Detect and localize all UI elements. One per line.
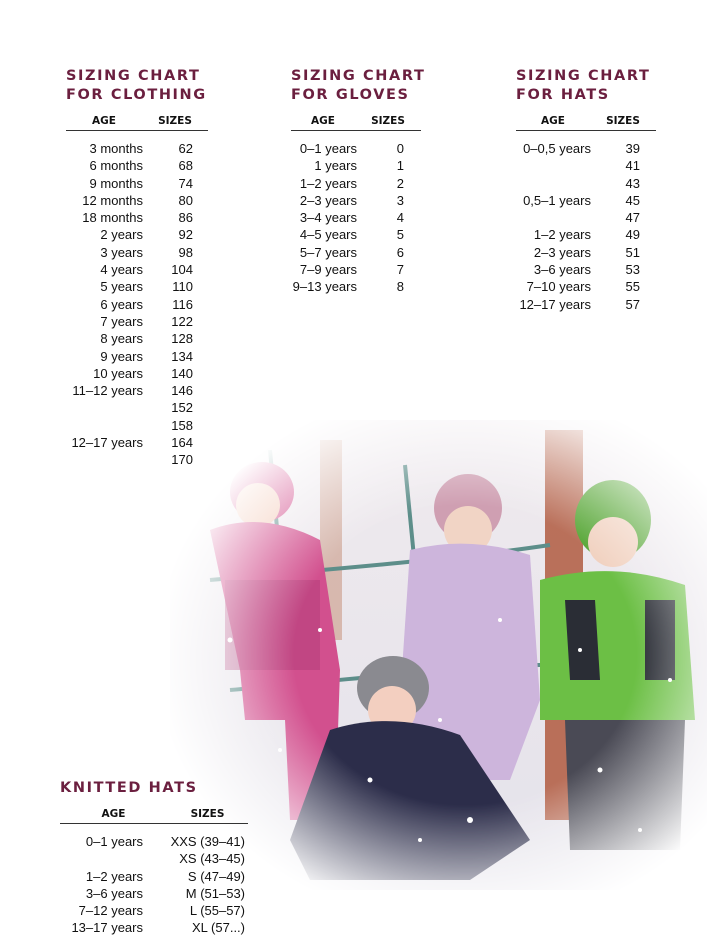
gloves-row-size: 1 <box>396 158 404 174</box>
clothing-row-size: 104 <box>171 262 193 278</box>
hats-row-age <box>516 209 591 226</box>
hats-col-age: AGE <box>541 115 565 127</box>
clothing-row <box>66 261 208 278</box>
gloves-col-sizes: SIZES <box>371 115 405 127</box>
clothing-row-size: 152 <box>171 400 193 416</box>
clothing-title-line1: SIZING CHART <box>66 68 201 84</box>
clothing-row-size: 80 <box>178 192 193 208</box>
gloves-row-size: 7 <box>396 262 404 278</box>
knitted-row-size: XL (57...) <box>192 920 245 936</box>
gloves-row-size: 8 <box>396 279 404 295</box>
clothing-row <box>66 296 208 313</box>
hats-row-age: 1–2 years <box>533 227 591 243</box>
knitted-col-sizes: SIZES <box>190 808 225 820</box>
clothing-title <box>66 67 208 105</box>
hats-row <box>516 157 656 174</box>
clothing-row <box>66 382 208 399</box>
clothing-row-age: 6 years <box>100 296 143 312</box>
knitted-row <box>60 868 248 885</box>
clothing-row-size: 74 <box>178 175 193 191</box>
clothing-row-age: 18 months <box>82 210 143 226</box>
knitted-header-row <box>60 808 248 824</box>
hats-row-age <box>516 157 591 174</box>
hats-row-size: 51 <box>625 244 640 260</box>
gloves-row-size: 5 <box>396 227 404 243</box>
clothing-title-line2: FOR CLOTHING <box>66 87 207 103</box>
knitted-row <box>60 919 248 936</box>
knitted-row <box>60 850 248 867</box>
sizing-chart-knitted-hats <box>60 779 248 937</box>
clothing-row-age <box>66 417 143 434</box>
clothing-row-age: 3 years <box>100 244 143 260</box>
gloves-row-age: 1–2 years <box>299 175 357 191</box>
hats-row-age: 2–3 years <box>533 244 591 260</box>
knitted-row-size: L (55–57) <box>189 903 245 919</box>
knitted-col-age: AGE <box>101 808 126 820</box>
knitted-row-size: S (47–49) <box>187 868 245 884</box>
clothing-row-age: 5 years <box>100 279 143 295</box>
children-winter-photo <box>170 420 707 890</box>
hats-row-size: 57 <box>625 296 640 312</box>
knitted-row <box>60 885 248 902</box>
knitted-row-size: M (51–53) <box>185 885 245 901</box>
clothing-row-age: 8 years <box>100 331 143 347</box>
clothing-row <box>66 330 208 347</box>
gloves-row <box>291 261 425 278</box>
gloves-row-age: 1 years <box>314 158 357 174</box>
clothing-row-size: 62 <box>178 141 193 156</box>
knitted-row <box>60 833 248 850</box>
clothing-row-age: 3 months <box>89 141 143 156</box>
clothing-col-age: AGE <box>92 115 116 127</box>
clothing-row-age: 12–17 years <box>71 435 143 451</box>
knitted-title: KNITTED HATS <box>60 780 198 796</box>
gloves-rows <box>291 140 425 296</box>
sizing-chart-gloves <box>291 67 425 296</box>
clothing-row-size: 110 <box>172 279 193 295</box>
hats-row <box>516 175 656 192</box>
hats-row <box>516 296 656 313</box>
hats-row-age: 12–17 years <box>519 296 591 312</box>
knitted-row-size: XS (43–45) <box>179 851 245 867</box>
hats-row-age <box>516 175 591 192</box>
knitted-row-size: XXS (39–41) <box>170 834 245 849</box>
clothing-row-age <box>66 451 143 468</box>
clothing-row-age: 11–12 years <box>72 383 143 399</box>
gloves-header-row <box>291 115 421 131</box>
knitted-rows <box>60 833 248 937</box>
clothing-row-age: 2 years <box>100 227 143 243</box>
gloves-row <box>291 226 425 243</box>
hats-row-size: 55 <box>625 279 640 295</box>
gloves-row <box>291 192 425 209</box>
gloves-title-line2: FOR GLOVES <box>291 87 410 103</box>
clothing-row-size: 146 <box>171 383 193 399</box>
gloves-row <box>291 140 425 157</box>
clothing-row-size: 116 <box>172 296 193 312</box>
clothing-row <box>66 244 208 261</box>
gloves-row <box>291 278 425 295</box>
gloves-row <box>291 175 425 192</box>
clothing-row-size: 140 <box>171 365 193 381</box>
sizing-chart-clothing <box>66 67 208 469</box>
hats-row-size: 41 <box>625 158 640 174</box>
clothing-row-age: 6 months <box>89 158 143 174</box>
clothing-row <box>66 365 208 382</box>
gloves-row <box>291 244 425 261</box>
gloves-row-age: 7–9 years <box>299 262 357 278</box>
gloves-row-age: 0–1 years <box>299 141 357 156</box>
clothing-row <box>66 209 208 226</box>
knitted-row-age: 3–6 years <box>85 885 143 901</box>
hats-row-size: 43 <box>625 175 640 191</box>
gloves-title-line1: SIZING CHART <box>291 68 426 84</box>
hats-row-size: 47 <box>625 210 640 226</box>
hats-row <box>516 261 656 278</box>
hats-title-line2: FOR HATS <box>516 87 610 103</box>
clothing-row-age: 7 years <box>100 313 143 329</box>
clothing-row <box>66 278 208 295</box>
hats-title <box>516 67 656 105</box>
hats-header-row <box>516 115 656 131</box>
knitted-row-age: 7–12 years <box>78 903 143 919</box>
hats-rows <box>516 140 656 313</box>
gloves-row <box>291 209 425 226</box>
clothing-row <box>66 140 208 157</box>
clothing-row <box>66 157 208 174</box>
hats-row <box>516 192 656 209</box>
clothing-row-size: 92 <box>178 227 193 243</box>
clothing-row-size: 68 <box>178 158 193 174</box>
gloves-row <box>291 157 425 174</box>
sizing-chart-hats <box>516 67 656 313</box>
hats-row-size: 45 <box>625 192 640 208</box>
hats-row-age: 0,5–1 years <box>523 192 591 208</box>
gloves-row-age: 5–7 years <box>299 244 357 260</box>
knitted-row-age: 0–1 years <box>85 834 143 849</box>
gloves-row-size: 6 <box>396 244 404 260</box>
clothing-row-size: 128 <box>171 331 193 347</box>
clothing-row-age <box>66 399 143 416</box>
clothing-row-age: 9 months <box>89 175 143 191</box>
hats-row <box>516 226 656 243</box>
clothing-row-age: 10 years <box>93 365 143 381</box>
knitted-row <box>60 902 248 919</box>
hats-row-size: 53 <box>625 262 640 278</box>
hats-row <box>516 244 656 261</box>
clothing-row-size: 134 <box>171 348 193 364</box>
gloves-row-age: 3–4 years <box>299 210 357 226</box>
clothing-row-age: 12 months <box>82 192 143 208</box>
clothing-header-row <box>66 115 208 131</box>
gloves-row-size: 2 <box>396 175 404 191</box>
hats-col-sizes: SIZES <box>606 115 640 127</box>
hats-row-age: 7–10 years <box>526 279 591 295</box>
clothing-row <box>66 348 208 365</box>
hats-row-size: 49 <box>625 227 640 243</box>
clothing-row-size: 98 <box>178 244 193 260</box>
clothing-row-age: 4 years <box>100 262 143 278</box>
knitted-row-age: 1–2 years <box>85 868 143 884</box>
hats-row-age: 0–0,5 years <box>523 141 591 156</box>
clothing-row-age: 9 years <box>100 348 143 364</box>
gloves-row-size: 4 <box>396 210 404 226</box>
hats-title-line1: SIZING CHART <box>516 68 651 84</box>
hats-row <box>516 209 656 226</box>
gloves-col-age: AGE <box>311 115 335 127</box>
clothing-col-sizes: SIZES <box>158 115 192 127</box>
clothing-row <box>66 175 208 192</box>
knitted-row-age: 13–17 years <box>71 920 143 936</box>
hats-row-size: 39 <box>625 141 640 156</box>
clothing-row <box>66 313 208 330</box>
clothing-row-size: 86 <box>178 210 193 226</box>
hats-row-age: 3–6 years <box>533 262 591 278</box>
gloves-row-size: 0 <box>396 141 404 156</box>
hats-row <box>516 140 656 157</box>
clothing-row <box>66 192 208 209</box>
knitted-row-age <box>60 850 143 867</box>
gloves-row-age: 9–13 years <box>292 279 357 295</box>
hats-row <box>516 278 656 295</box>
gloves-row-age: 2–3 years <box>299 192 357 208</box>
gloves-row-age: 4–5 years <box>299 227 357 243</box>
clothing-row <box>66 226 208 243</box>
clothing-row <box>66 399 208 416</box>
gloves-row-size: 3 <box>396 192 404 208</box>
clothing-row-size: 122 <box>171 313 193 329</box>
gloves-title <box>291 67 425 105</box>
